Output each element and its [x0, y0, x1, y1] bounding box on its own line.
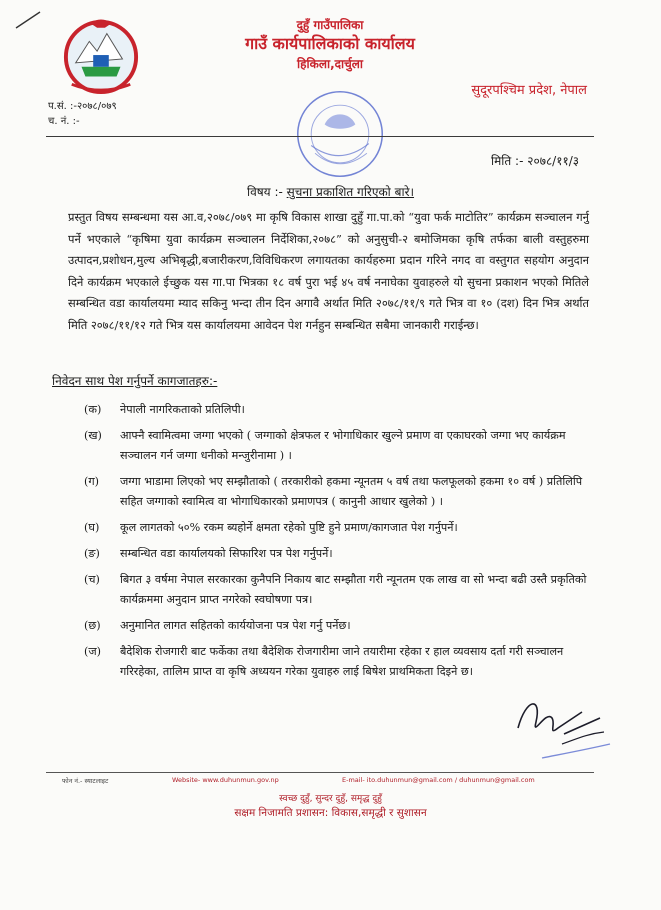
- letter-date: मिति :- २०७८/११/३: [490, 154, 579, 168]
- list-item-label: (ग): [84, 475, 100, 488]
- list-item-label: (ङ): [84, 547, 100, 560]
- footer-email: E-mail- ito.duhunmun@gmail.com / duhunmun@gmail.com: [342, 776, 535, 784]
- list-item: [84, 544, 600, 564]
- footer-divider: [46, 772, 594, 773]
- province-name: सुदूरपश्चिम प्रदेश, नेपाल: [471, 83, 587, 98]
- footer-website: Website- www.duhunmun.gov.np: [172, 776, 279, 784]
- dispatch-number: च. नं. :-: [48, 116, 80, 127]
- subject-text: सुचना प्रकाशित गरिएको बारे।: [286, 185, 415, 199]
- list-item: [84, 426, 600, 466]
- footer-slogan: स्वच्छ दुहुँ, सुन्दर दुहुँ, समृद्ध दुहुँ: [279, 794, 382, 804]
- list-item: [84, 616, 600, 636]
- municipality-name: दुहुँ गाउँपालिका: [296, 18, 364, 32]
- office-address: हिकिला,दार्चुला: [297, 57, 363, 71]
- office-seal-stamp: [292, 86, 388, 182]
- list-item: [84, 400, 600, 420]
- list-item: [84, 472, 600, 512]
- list-item-label: (ज): [84, 645, 102, 658]
- list-item-text: आफ्नै स्वामित्वमा जग्गा भएको ( जग्गाको क्षेत्रफल र भोगाधिकार खुल्ने प्रमाण वा एकाघरको जग्गा भए कार्यक्रम सञ्चालन गर्न जग्गा धनीको मन्जुरीनामा ) ।: [120, 429, 566, 462]
- subject-line: [0, 183, 661, 200]
- documents-list-title: निवेदन साथ पेश गर्नुपर्ने कागजातहरु:-: [52, 374, 218, 388]
- reference-number: प.सं. :-२०७८/०७९: [48, 101, 117, 112]
- list-item-label: (क): [84, 403, 102, 416]
- list-item-text: बैदेशिक रोजगारी बाट फर्केका तथा बैदेशिक रोजगारीमा जाने तयारीमा रहेका र हाल व्यवसाय दर्ता गरी सञ्चालन गरिरहेका, तालिम प्राप्त वा कृषि अध्ययन गरेका युवाहरु लाई बिषेश प्राथमिकता दिइने छ।: [120, 645, 564, 678]
- officer-signature: [512, 688, 612, 766]
- list-item-text: अनुमानित लागत सहितको कार्ययोजना पत्र पेश गर्नु पर्नेछ।: [120, 619, 351, 632]
- list-item-text: नेपाली नागरिकताको प्रतिलिपी।: [120, 403, 245, 416]
- notice-body: प्रस्तुत विषय सम्बन्धमा यस आ.व,२०७८/०७९ मा कृषि विकास शाखा दुहुँ गा.पा.को “युवा फर्क माटोतिर” कार्यक्रम सञ्चालन गर्नु पर्ने भएकाले “कृषिमा युवा कार्यक्रम सञ्चालन निर्देशिका,२०७८” को अनुसुची-२ बमोजिमका कृषि तर्फका बाली वस्तुहरुमा उत्पादन,प्रशोधन,मुल्य अभिबृद्धी,बजारीकरण,विविधिकरण लगायतका कार्यहरुमा प्रदान गरिने नगद वा वस्तुगत सहयोग अनुदान दिने कार्यक्रम भएकाले ईच्छुक यस गा.पा भित्रका १८ वर्ष पुरा भई ४५ वर्ष ननाघेका युवाहरुले यो सुचना प्रकाशन भएको मितिले सम्बन्धित वडा कार्यालयमा म्याद सकिनु भन्दा तीन दिन अगावै अर्थात मिति २०७८/११/९ गते भित्र वा १० (दश) दिन भित्र अर्थात मिति २०७८/११/१२ गते भित्र यस कार्यालयमा आवेदन पेश गर्नहुन सम्बन्धित सबैमा जानकारी गराईन्छ।: [68, 210, 589, 332]
- documents-list: [84, 400, 600, 688]
- corner-fold-mark: [14, 10, 42, 30]
- footer-phone: फोन नं.- स्याटलाइट: [62, 777, 109, 785]
- list-item-text: जग्गा भाडामा लिएको भए सम्झौताको ( तरकारीको हकमा न्यूनतम ५ वर्ष तथा फलफूलको हकमा १० वर्ष ) प्रतिलिपि सहित जग्गाको स्वामित्व वा भोगाधिकारको प्रमाणपत्र ( कानुनी आधार खुलेको ) ।: [120, 475, 583, 508]
- list-item-text: सम्बन्धित वडा कार्यालयको सिफारिश पत्र पेश गर्नुपर्ने।: [120, 547, 333, 560]
- list-item: [84, 570, 600, 610]
- list-item-text: बिगत ३ वर्षमा नेपाल सरकारका कुनैपनि निकाय बाट सम्झौता गरी न्यूनतम एक लाख वा सो भन्दा बढी उस्तै प्रकृतिको कार्यक्रममा अनुदान प्राप्त नगरेको स्वघोषणा पत्र।: [120, 573, 587, 606]
- list-item-label: (छ): [84, 619, 101, 632]
- list-item: [84, 642, 600, 682]
- list-item: [84, 518, 600, 538]
- nepal-emblem-logo: [62, 16, 140, 98]
- list-item-label: (च): [84, 573, 100, 586]
- office-name: गाउँ कार्यपालिकाको कार्यालय: [245, 34, 415, 53]
- header-divider: [46, 136, 594, 137]
- subject-prefix: विषय :-: [246, 185, 283, 199]
- reference-block: [48, 99, 117, 129]
- list-item-text: कूल लागतको ५०% रकम ब्यहोर्ने क्षमता रहेको पुष्टि हुने प्रमाण/कागजात पेश गर्नुपर्ने।: [120, 521, 458, 534]
- footer-motto: सक्षम निजामति प्रशासन: विकास,समृद्धी र सुशासन: [234, 807, 427, 819]
- list-item-label: (ख): [84, 429, 102, 442]
- list-item-label: (घ): [84, 521, 100, 534]
